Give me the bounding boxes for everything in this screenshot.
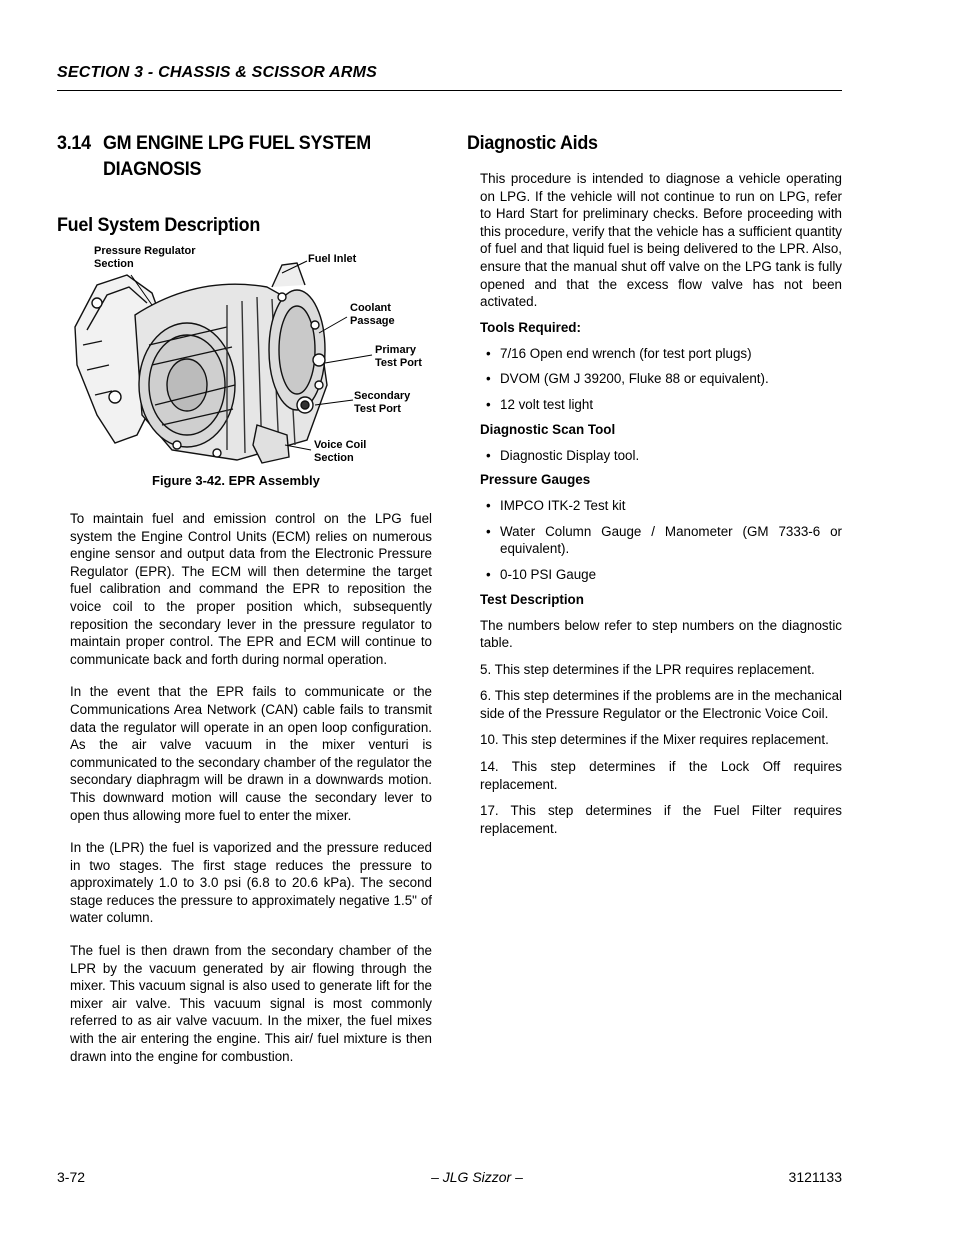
list-item: • DVOM (GM J 39200, Fluke 88 or equivalent). <box>486 371 769 387</box>
test-description-label: Test Description <box>480 591 584 607</box>
page-number: 3-72 <box>57 1169 86 1185</box>
right-body-text <box>480 170 842 837</box>
callout-primary-test-port: Primary Test Port <box>375 344 422 369</box>
section-title-line2: DIAGNOSIS <box>103 158 202 180</box>
list-item: • Diagnostic Display tool. <box>486 447 640 463</box>
tools-required-label: Tools Required: <box>480 319 581 335</box>
list-item: • 7/16 Open end wrench (for test port plugs) <box>486 345 752 361</box>
subheading-fuel-system: Fuel System Description <box>57 214 261 236</box>
step-item: 6. This step determines if the problems are in the mechanical side of the Pressure Regulator or the Electronic Voice Coil. <box>480 688 842 721</box>
step-item: 5. This step determines if the LPR requires replacement. <box>480 661 815 677</box>
epr-assembly-figure <box>57 245 437 488</box>
section-number: 3.14 <box>57 132 91 154</box>
paragraph: To maintain fuel and emission control on the LPG fuel system the Engine Control Units (ECM) relies on numerous engine sensor and output data from the Electronic Pressure Regulator (EPR). The ECM will then determine the target fuel calibration and command the EPR to reposition the voice coil to the proper position which, subsequently reposition the secondary lever in the pressure regulator to maintain proper control. The EPR and ECM will continue to communicate back and forth during normal operation. <box>70 511 432 667</box>
section-title-line1: GM ENGINE LPG FUEL SYSTEM <box>103 132 371 154</box>
right-column <box>467 130 843 846</box>
diagnostic-aids-heading: Diagnostic Aids <box>467 132 598 154</box>
scan-tool-label: Diagnostic Scan Tool <box>480 421 616 437</box>
left-column <box>57 130 437 1064</box>
paragraph: In the event that the EPR fails to communicate or the Communications Area Network (CAN) cable fails to transmit data the regulator will operate in an open loop configuration. As the air valve vacuum in the mixer venturi is communicated to the secondary chamber of the regulator the secondary diaphragm will be drawn in a downwards motion. This downward motion will cause the secondary lever to open thus allowing more fuel to enter the mixer. <box>70 684 432 823</box>
section-header: SECTION 3 - CHASSIS & SCISSOR ARMS <box>57 64 378 81</box>
intro-paragraph: This procedure is intended to diagnose a vehicle operating on LPG. If the vehicle will not continue to run on LPG, refer to Hard Start for preliminary checks. Before proceeding with this procedure, verify that the vehicle has a sufficient quantity of fuel and that liquid fuel is being delivered to the LPR. Also, ensure that the manual shut off valve on the LPG tank is fully opened and that the excess flow valve has not been activated. <box>480 171 842 310</box>
header-rule <box>57 90 842 91</box>
callout-coolant-passage: Coolant Passage <box>350 302 395 327</box>
figure-caption: Figure 3-42. EPR Assembly <box>152 473 320 488</box>
paragraph: In the (LPR) the fuel is vaporized and the pressure reduced in two stages. The first stage reduces the pressure to approximately 1.0 to 3.0 psi (6.8 to 20.6 kPa). The second stage reduces the pressure to approximately negative 1.5" of water column. <box>70 840 432 926</box>
list-item: • IMPCO ITK-2 Test kit <box>486 498 626 514</box>
section-heading <box>57 130 407 182</box>
list-item: • 12 volt test light <box>486 396 594 412</box>
callout-voice-coil: Voice Coil Section <box>314 439 367 464</box>
callout-pressure-regulator: Pressure Regulator Section <box>94 245 196 270</box>
paragraph: The fuel is then drawn from the secondary chamber of the LPR by the vacuum generated by air flowing through the mixer. This vacuum signal is also used to generate lift for the mixer air valve. This vacuum signal is most commonly referred to as air valve vacuum. In the mixer, the fuel mixes with the air entering the engine. This air/ fuel mixture is then drawn into the engine for combustion. <box>70 943 432 1064</box>
list-item: • 0-10 PSI Gauge <box>486 566 597 582</box>
callout-secondary-test-port: Secondary Test Port <box>354 390 411 415</box>
left-body-text <box>70 510 432 1080</box>
list-item: • Water Column Gauge / Manometer (GM 7333-6 or equivalent). <box>486 523 842 557</box>
footer-title: – JLG Sizzor – <box>431 1169 523 1185</box>
pressure-gauges-label: Pressure Gauges <box>480 472 591 488</box>
step-item: 17. This step determines if the Fuel Filter requires replacement. <box>480 803 842 836</box>
step-item: 14. This step determines if the Lock Off requires replacement. <box>480 759 842 792</box>
step-item: 10. This step determines if the Mixer requires replacement. <box>480 732 829 748</box>
test-intro: The numbers below refer to step numbers on the diagnostic table. <box>480 617 842 651</box>
document-number: 3121133 <box>788 1169 842 1185</box>
callout-fuel-inlet: Fuel Inlet <box>308 253 357 265</box>
